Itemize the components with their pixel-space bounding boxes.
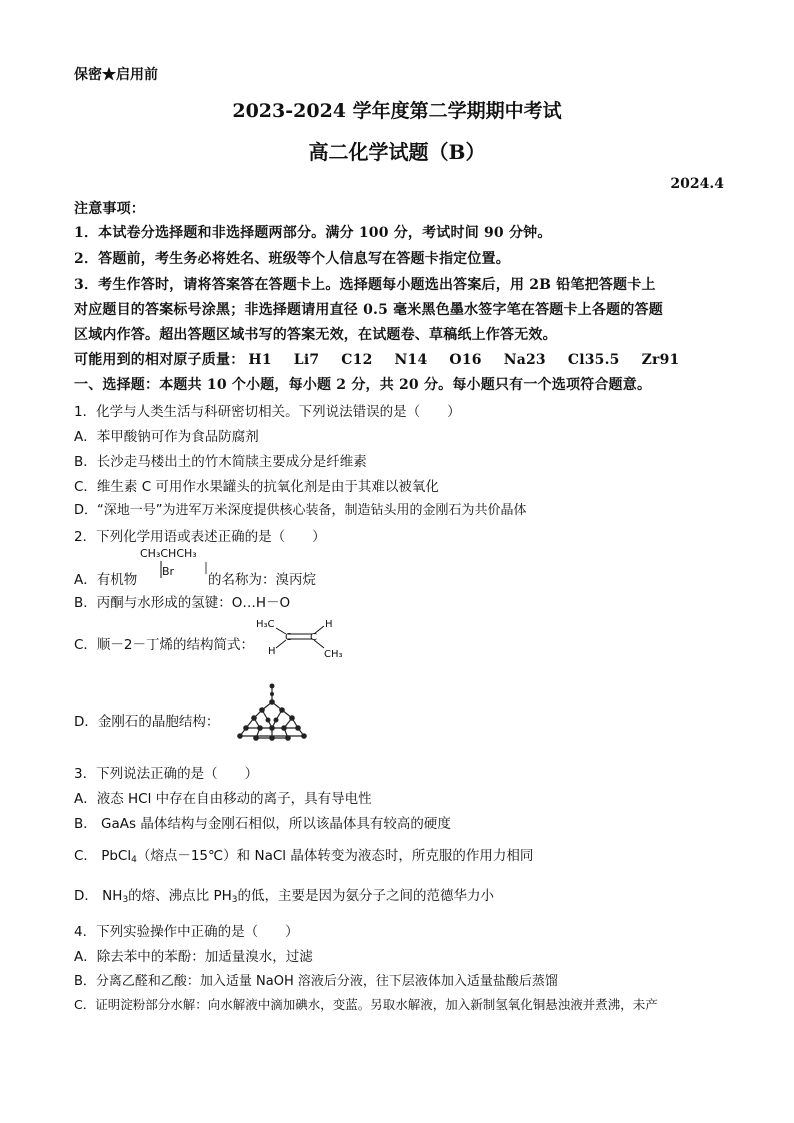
q2-stem: 2．下列化学用语或表述正确的是（ ） xyxy=(74,529,326,545)
q1-option-a: A．苯甲酸钠可作为食品防腐剂 xyxy=(74,429,259,445)
cis-label-c-right: C xyxy=(310,632,317,643)
mass-o: O16 xyxy=(449,352,482,368)
q4-option-b: B．分离乙醛和乙酸：加入适量 NaOH 溶液后分液，往下层液体加入适量盐酸后蒸馏 xyxy=(74,974,558,989)
q2-option-c: C．顺－2－丁烯的结构简式： xyxy=(74,637,255,653)
exam-title: 2023-2024 学年度第二学期期中考试 xyxy=(232,100,562,122)
diamond-unit-cell-structure xyxy=(232,682,312,746)
q4-option-c: C．证明淀粉部分水解：向水解液中滴加碘水，变蓝。另取水解液，加入新制氢氧化铜悬浊液并煮沸，未产 xyxy=(74,997,658,1012)
q4-stem: 4．下列实验操作中正确的是（ ） xyxy=(74,924,299,940)
q1-option-d: D．“深地一号”为进军万米深度提供核心装备，制造钻头用的金刚石为共价晶体 xyxy=(74,503,527,518)
q3-c-sub: 4 xyxy=(131,855,137,865)
exam-date: 2024.4 xyxy=(670,176,724,192)
notice-item-3-line-3: 区域内作答。超出答题区域书写的答案无效，在试题卷、草稿纸上作答无效。 xyxy=(74,327,557,343)
q2-option-a-prefix: A．有机物 xyxy=(74,572,138,588)
cis-label-h3c: H₃C xyxy=(256,619,275,630)
q4-option-a: A．除去苯中的苯酚：加适量溴水，过滤 xyxy=(74,949,313,965)
q2-option-d: D．金刚石的晶胞结构： xyxy=(74,714,220,730)
q3-option-c xyxy=(74,844,533,865)
exam-subtitle: 高二化学试题（B） xyxy=(308,140,486,164)
atomic-mass-label: 可能用到的相对原子质量： xyxy=(74,352,245,368)
cis-label-c-left: C xyxy=(285,632,292,643)
q2-option-a-suffix: 的名称为：溴丙烷 xyxy=(208,572,316,588)
q1-stem: 1．化学与人类生活与科研密切相关。下列说法错误的是（ ） xyxy=(74,404,461,420)
section-1-heading: 一、选择题：本题共 10 个小题，每小题 2 分，共 20 分。每小题只有一个选项符合题意。 xyxy=(74,377,652,393)
mass-h: H1 xyxy=(248,352,272,368)
notice-item-3-line-2: 对应题目的答案标号涂黑；非选择题请用直径 0.5 毫米黑色墨水签字笔在答题卡上各题的答题 xyxy=(74,302,663,318)
notice-heading: 注意事项： xyxy=(74,201,145,217)
q3-d-mid: 的熔、沸点比 PH xyxy=(128,888,232,904)
notice-item-3-line-1: 3．考生作答时，请将答案答在答题卡上。选择题每小题选出答案后，用 2B 铅笔把答题卡上 xyxy=(74,277,656,293)
mass-zr: Zr91 xyxy=(641,352,680,368)
cis-label-ch3: CH₃ xyxy=(324,649,343,660)
q2-a-structure-main: CH₃CHCH₃ xyxy=(140,547,197,560)
q1-option-b: B．长沙走马楼出土的竹木简牍主要成分是纤维素 xyxy=(74,454,367,470)
q2-option-b: B．丙酮与水形成的氢键：O…H－O xyxy=(74,595,291,611)
q3-option-a: A．液态 HCl 中存在自由移动的离子，具有导电性 xyxy=(74,791,372,807)
q3-option-d xyxy=(74,884,494,905)
q3-c-pre: C． PbCl xyxy=(74,848,132,864)
atomic-mass-line xyxy=(74,349,702,369)
q3-d-post: 的低，主要是因为氨分子之间的范德华力小 xyxy=(237,888,494,904)
q2-a-structure-bonds xyxy=(158,560,208,584)
mass-na: Na23 xyxy=(503,352,546,368)
q3-c-post: （熔点－15℃）和 NaCl 晶体转变为液态时，所克服的作用力相同 xyxy=(136,848,534,864)
mass-li: Li7 xyxy=(293,352,320,368)
notice-item-1: 1．本试卷分选择题和非选择题两部分。满分 100 分，考试时间 90 分钟。 xyxy=(74,225,552,241)
mass-c: C12 xyxy=(341,352,373,368)
cis-label-h-right: H xyxy=(325,619,333,630)
cis-label-h-left: H xyxy=(268,646,276,657)
q1-option-c: C．维生素 C 可用作水果罐头的抗氧化剂是由于其难以被氧化 xyxy=(74,479,439,495)
confidential-header: 保密★启用前 xyxy=(74,67,158,83)
q3-d-sub1: 3 xyxy=(122,895,129,905)
q3-d-sub2: 3 xyxy=(231,895,238,905)
q2-a-structure-br: Br xyxy=(162,565,175,578)
mass-n: N14 xyxy=(394,352,428,368)
notice-item-2: 2．答题前，考生务必将姓名、班级等个人信息写在答题卡指定位置。 xyxy=(74,251,510,267)
q3-option-b: B． GaAs 晶体结构与金刚石相似，所以该晶体具有较高的硬度 xyxy=(74,816,451,832)
q3-d-pre: D． NH xyxy=(74,888,123,904)
mass-cl: Cl35.5 xyxy=(567,352,620,368)
q3-stem: 3．下列说法正确的是（ ） xyxy=(74,766,259,782)
